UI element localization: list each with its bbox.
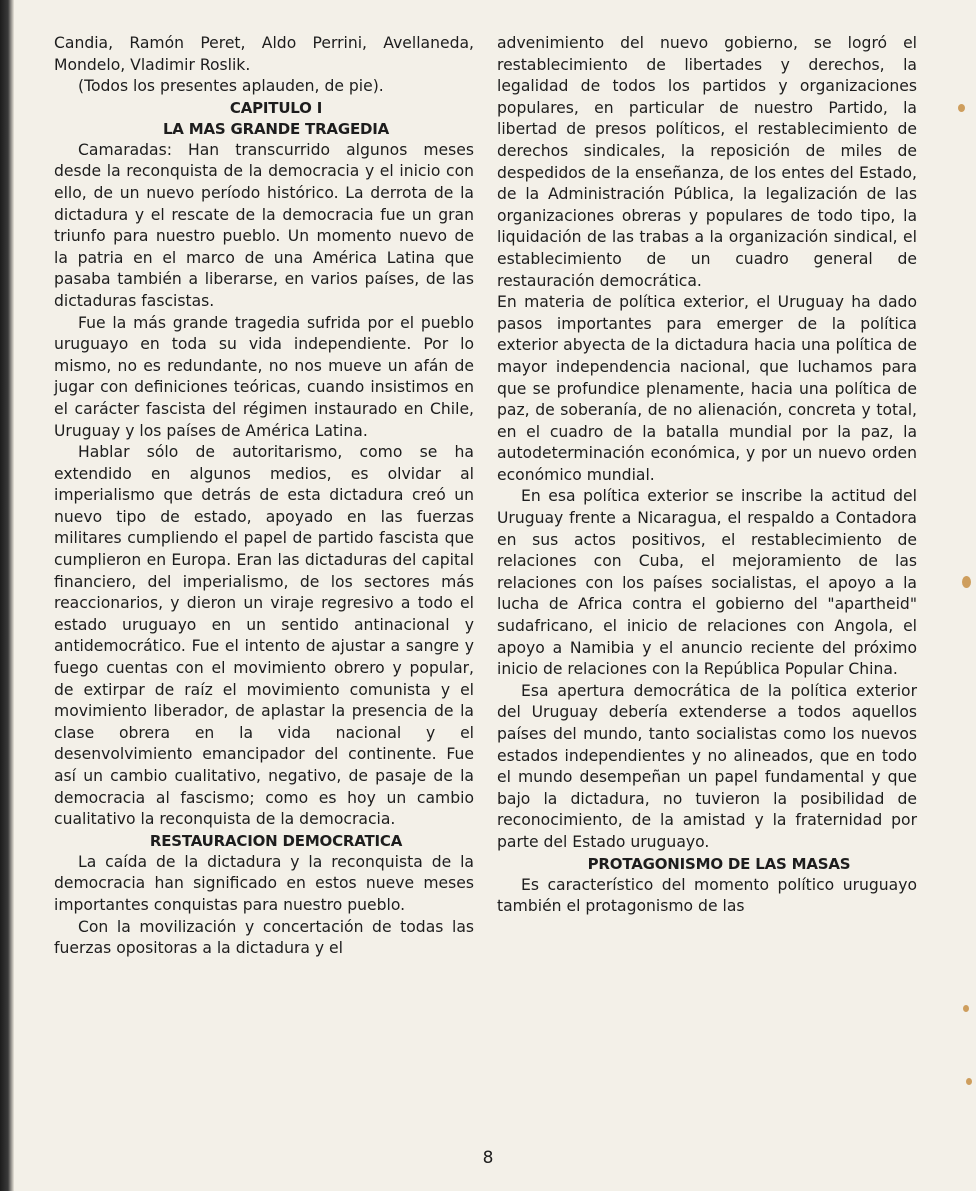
paragraph: Fue la más grande tragedia sufrida por el pueblo uruguayo en toda su vida independiente. Por lo mismo, no es redundante, no nos mueve un afán de jugar con definiciones teóricas, cuando insistimos en el carácter fascista del régimen instaurado en Chile, Uruguay y los países de América Latina.: [54, 313, 474, 440]
binding-edge: [0, 0, 14, 1191]
paragraph: Con la movilización y concertación de todas las fuerzas opositoras a la dictadura y el: [54, 917, 474, 958]
paragraph: En esa política exterior se inscribe la actitud del Uruguay frente a Nicaragua, el respaldo a Contadora en sus actos positivos, el restablecimiento de relaciones con Cuba, el mejoramiento de las relaciones con los países socialistas, el apoyo a la lucha de Africa contra el gobierno del "apartheid" sudafricano, el inicio de relaciones con Angola, el apoyo a Namibia y el anuncio reciente del próximo inicio de relaciones con la República Popular China.: [497, 487, 917, 679]
paragraph: Candia, Ramón Peret, Aldo Perrini, Avellaneda, Mondelo, Vladimir Roslik.: [54, 34, 474, 74]
chapter-title: LA MAS GRANDE TRAGEDIA: [162, 119, 390, 138]
paragraph: advenimiento del nuevo gobierno, se logró el restablecimiento de libertades y derechos, la legalidad de todos los partidos y organizaciones populares, en particular de nuestro Partido, la libertad de presos políticos, el restablecimiento de derechos sindicales, la reposición de miles de despedidos de la enseñanza, de los entes del Estado, de la Administración Pública, la legalización de las organizaciones obreras y populares de todo tipo, la liquidación de las trabas a la organización sindical, el establecimiento de un cuadro general de restauración democrática.: [497, 34, 917, 290]
paragraph: Es característico del momento político uruguayo también el protagonismo de las: [497, 875, 917, 916]
paper-stain: [962, 576, 971, 588]
paragraph: (Todos los presentes aplauden, de pie).: [78, 77, 384, 96]
paper-stain: [966, 1078, 972, 1085]
section-title: RESTAURACION DEMOCRATICA: [149, 831, 403, 850]
paragraph: Hablar sólo de autoritarismo, como se ha extendido en algunos medios, es olvidar al imperialismo que detrás de esta dictadura creó un nuevo tipo de estado, apoyado en las fuerzas militares cumpliendo el papel de partido fascista que cumplieron en Europa. Eran las dictaduras del capital financiero, del imperialismo, de los sectores más reaccionarios, y dieron un viraje regresivo a todo el estado uruguayo en un sentido antinacional y antidemocrático. Fue el intento de ajustar a sangre y fuego cuentas con el movimiento obrero y popular, de extirpar de raíz el movimiento comunista y el movimiento liberador, de aplastar la presencia de la clase obrera en la vida nacional y el desenvolvimiento emancipador del continente. Fue así un cambio cualitativo, negativo, de pasaje de la democracia al fascismo; como es hoy un cambio cualitativo la reconquista de la democracia.: [54, 443, 474, 829]
left-column: [54, 33, 474, 960]
paragraph: Esa apertura democrática de la política exterior del Uruguay debería extenderse a todos aquellos países del mundo, tanto socialistas como los nuevos estados independientes y no alineados, que en todo el mundo desempeñan un papel fundamental y que bajo la dictadura, no tuvieron la posibilidad de reconocimiento, de la amistad y la fraternidad por parte del Estado uruguayo.: [497, 681, 917, 851]
paper-stain: [963, 1005, 969, 1012]
paragraph: Camaradas: Han transcurrido algunos meses desde la reconquista de la democracia y el inicio con ello, de un nuevo período histórico. La derrota de la dictadura y el rescate de la democracia fue un gran triunfo para nuestro pueblo. Un momento nuevo de la patria en el marco de una América Latina que pasaba también a liberarse, en varios países, de las dictaduras fascistas.: [54, 140, 474, 310]
paper-stain: [958, 104, 965, 112]
section-title: PROTAGONISMO DE LAS MASAS: [587, 854, 851, 873]
paragraph: En materia de política exterior, el Uruguay ha dado pasos importantes para emerger de la política exterior abyecta de la dictadura hacia una política de mayor independencia nacional, que luchamos para que se profundice plenamente, hacia una política de paz, de soberanía, de no alienación, concreta y total, en el cuadro de la batalla mundial por la paz, la autodeterminación económica, y por un nuevo orden económico mundial.: [497, 293, 917, 484]
chapter-label: CAPITULO I: [229, 98, 323, 117]
right-column: [497, 33, 917, 918]
paragraph: La caída de la dictadura y la reconquista de la democracia han significado en estos nueve meses importantes conquistas para nuestro pueblo.: [54, 852, 474, 914]
page-number: 8: [482, 1148, 494, 1168]
